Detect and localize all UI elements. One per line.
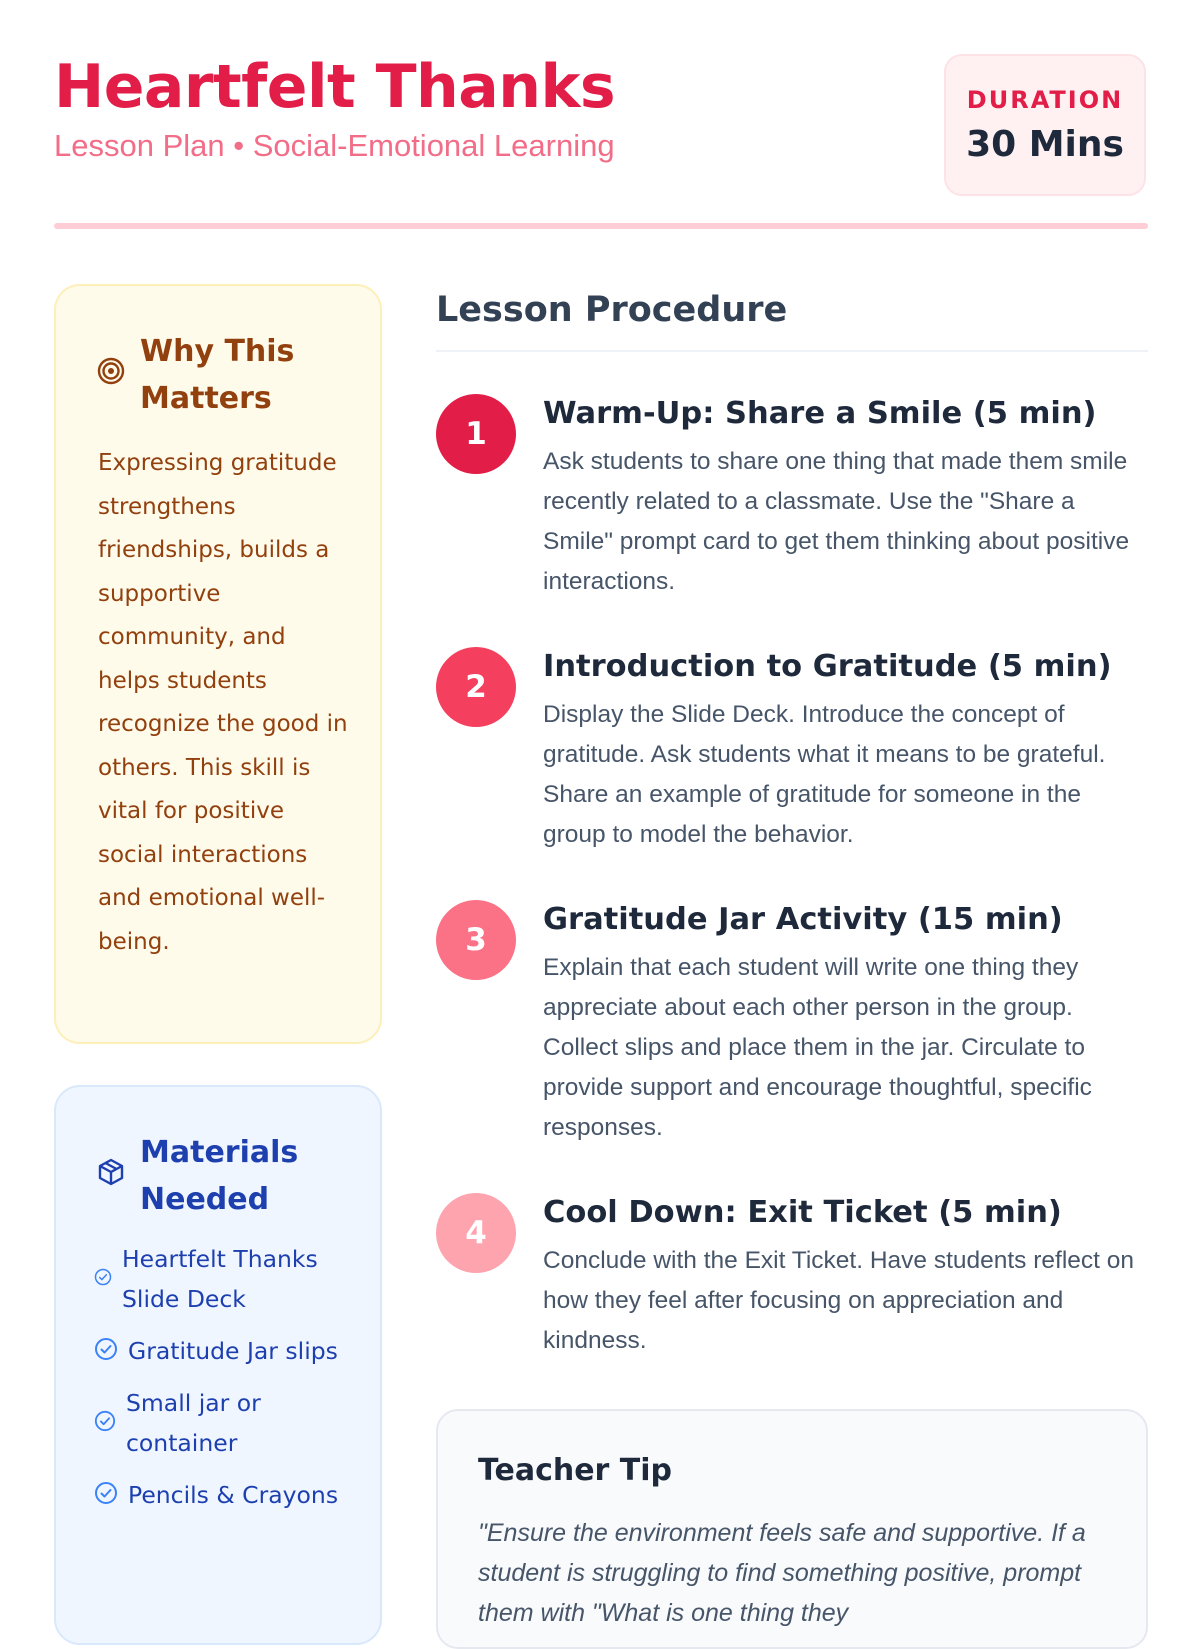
materials-list: [94, 1239, 364, 1527]
material-label: Pencils & Crayons: [128, 1481, 339, 1509]
step-description: Explain that each student will write one thing they appreciate about each other person in the group. Collect slips and place them in the jar. Circulate to provide support and encourage thoughtful, specific responses.: [543, 954, 1092, 1141]
why-card-header: [96, 328, 356, 422]
step-title: Gratitude Jar Activity (15 min): [543, 902, 1063, 937]
step-title: Introduction to Gratitude (5 min): [543, 649, 1112, 684]
list-item: [94, 1475, 364, 1515]
target-icon: [96, 356, 126, 386]
step-description: Ask students to share one thing that made them smile recently related to a classmate. Use the "Share a Smile" prompt card to get them thinking about positive interactions.: [543, 448, 1130, 595]
procedure-title: Lesson Procedure: [436, 290, 788, 330]
header-divider: [54, 223, 1148, 229]
step-number-badge: 4: [436, 1193, 516, 1273]
material-label: Small jar or container: [126, 1389, 261, 1457]
material-label: Gratitude Jar slips: [128, 1337, 338, 1365]
check-circle-icon: [94, 1337, 118, 1366]
step-title: Warm-Up: Share a Smile (5 min): [543, 396, 1097, 431]
why-this-matters-card: [54, 284, 382, 1044]
lesson-procedure: [436, 280, 1148, 352]
step-title: Cool Down: Exit Ticket (5 min): [543, 1195, 1062, 1230]
header: [54, 52, 1146, 202]
teacher-tip-card: [436, 1409, 1148, 1649]
package-icon: [96, 1157, 126, 1187]
step-number-badge: 3: [436, 900, 516, 980]
check-circle-icon: [94, 1268, 112, 1291]
check-circle-icon: [94, 1410, 116, 1437]
step-description: Conclude with the Exit Ticket. Have students reflect on how they feel after focusing on appreciation and kindness.: [543, 1247, 1135, 1354]
step-number-badge: 1: [436, 394, 516, 474]
duration-card: [944, 54, 1146, 196]
procedure-divider: [436, 350, 1148, 352]
materials-card-header: [96, 1129, 356, 1223]
teacher-tip-body: "Ensure the environment feels safe and supportive. If a student is struggling to find something positive, prompt them with "What is one thing they: [478, 1519, 1086, 1627]
list-item: [94, 1239, 364, 1319]
materials-card-title: Materials Needed: [140, 1135, 299, 1217]
why-card-body: Expressing gratitude strengthens friendships, builds a supportive community, and helps students recognize the good in others. This skill is vital for positive social interactions and emotional well-being.: [98, 450, 348, 955]
list-item: [94, 1383, 364, 1463]
why-card-title: Why This Matters: [140, 334, 295, 416]
teacher-tip-title: Teacher Tip: [478, 1453, 673, 1488]
duration-label: DURATION: [966, 86, 1124, 114]
duration-value: 30 Mins: [966, 124, 1124, 165]
step-description: Display the Slide Deck. Introduce the concept of gratitude. Ask students what it means to be grateful. Share an example of gratitude for someone in the group to model the behavior.: [543, 701, 1106, 848]
list-item: [94, 1331, 364, 1371]
page-subtitle: Lesson Plan • Social-Emotional Learning: [54, 128, 615, 163]
step-number-badge: 2: [436, 647, 516, 727]
materials-card: [54, 1085, 382, 1645]
check-circle-icon: [94, 1481, 118, 1510]
page-title: Heartfelt Thanks: [54, 52, 616, 122]
material-label: Heartfelt Thanks Slide Deck: [122, 1245, 318, 1313]
